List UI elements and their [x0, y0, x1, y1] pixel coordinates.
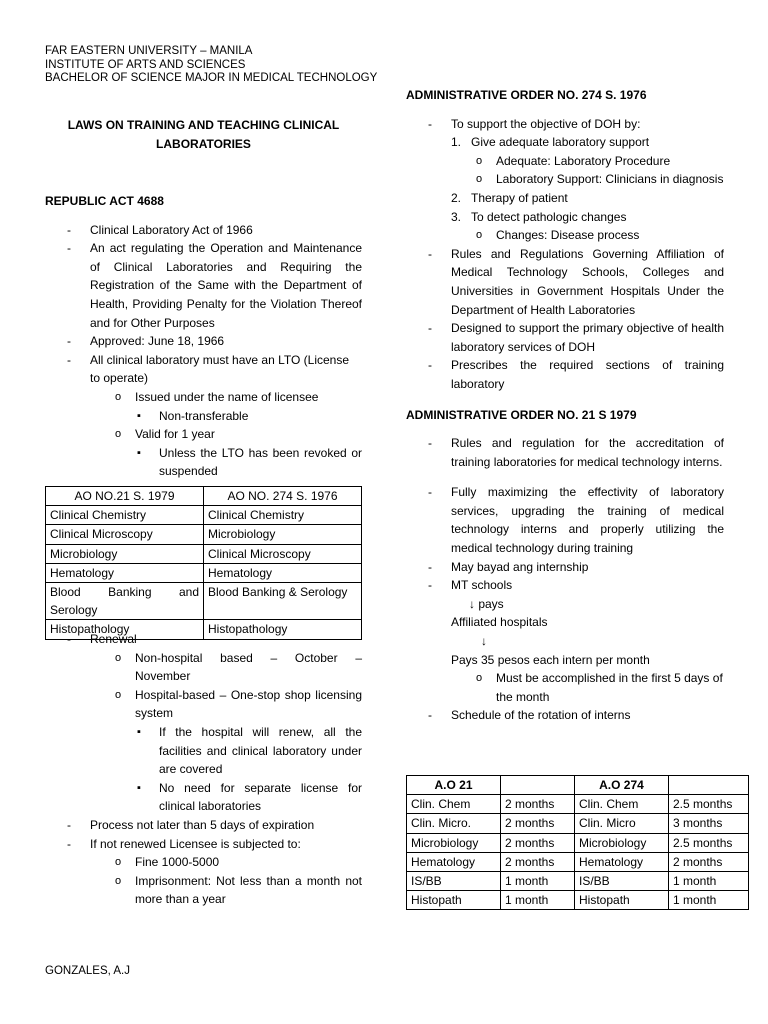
table-cell: Microbiology [575, 833, 669, 852]
table-cell: Histopath [575, 891, 669, 910]
table-header-cell: AO NO.21 S. 1979 [46, 487, 204, 506]
table-cell: Microbiology [407, 833, 501, 852]
table-cell: Histopathology [204, 620, 362, 639]
list-item: ▪ Non-transferable [135, 407, 362, 426]
table-header-row [407, 776, 749, 795]
ao274-list [406, 115, 724, 394]
table-row [46, 506, 362, 525]
table-cell: Hematology [575, 852, 669, 871]
list-item: - Renewal o Non-hospital based – October – November o Hospital-based – One-stop shop licensing system ▪ If the hospital will renew, all the facilities and clinical laboratory under are covered ▪ No need for separate license for clinical laboratories [45, 630, 362, 816]
ao-comparison-table [45, 486, 362, 640]
list-item: - To support the objective of DOH by: 1. Give adequate laboratory support o Adequate: Laboratory Procedure o Laboratory Support: Clinicians in diagnosis 2. Therapy of patient 3. To detect pathologic changes o Changes: Disease process [406, 115, 724, 245]
table-cell: Clinical Chemistry [46, 506, 204, 525]
list-item: 3. To detect pathologic changes o Changes: Disease process [451, 208, 724, 245]
list-item: ▪ If the hospital will renew, all the facilities and clinical laboratory under are covered [135, 723, 362, 779]
table-cell: 1 month [501, 872, 575, 891]
table-cell: 2 months [669, 852, 749, 871]
list-item: - All clinical laboratory must have an LTO (License to operate) o Issued under the name of licensee ▪ Non-transferable o Valid for 1 year ▪ Unless the LTO has been revoked or suspended [45, 351, 362, 481]
list-item: o Issued under the name of licensee ▪ Non-transferable [115, 388, 362, 425]
table-cell: Microbiology [46, 544, 204, 563]
list-item: - Fully maximizing the effectivity of laboratory services, upgrading the training of medical technology interns and properly utilizing the medical technology during training [406, 483, 724, 557]
table-cell: Histopath [407, 891, 501, 910]
table-header-cell: AO NO. 274 S. 1976 [204, 487, 362, 506]
list-item: - Designed to support the primary objective of health laboratory services of DOH [406, 319, 724, 356]
list-item: - If not renewed Licensee is subjected to: o Fine 1000-5000 o Imprisonment: Not less than a month not more than a year [45, 835, 362, 909]
table-row [407, 872, 749, 891]
table-cell: 3 months [669, 814, 749, 833]
table-row [407, 891, 749, 910]
table-cell: 1 month [669, 872, 749, 891]
list-item: ▪ No need for separate license for clinical laboratories [135, 779, 362, 816]
table-cell: IS/BB [575, 872, 669, 891]
table-cell: Hematology [204, 563, 362, 582]
list-item: o Changes: Disease process [476, 226, 724, 245]
table-cell: Hematology [407, 852, 501, 871]
table-header-cell [669, 776, 749, 795]
header-line-program: BACHELOR OF SCIENCE MAJOR IN MEDICAL TECHNOLOGY [45, 72, 378, 84]
table-row [407, 852, 749, 871]
list-item: - Schedule of the rotation of interns [406, 706, 724, 725]
list-item: o Fine 1000-5000 [115, 853, 362, 872]
table-row [46, 544, 362, 563]
list-item: - An act regulating the Operation and Maintenance of Clinical Laboratories and Requiring the Registration of the Same with the Department of Health, Providing Penalty for the Violation Thereof and for Other Purposes [45, 239, 362, 332]
ao274-heading: ADMINISTRATIVE ORDER NO. 274 S. 1976 [406, 88, 647, 102]
list-item: o Laboratory Support: Clinicians in diagnosis [476, 170, 724, 189]
list-item: 2. Therapy of patient [451, 190, 568, 205]
list-item: - Process not later than 5 days of expiration [45, 816, 362, 835]
list-item: o Non-hospital based – October – November [115, 649, 362, 686]
table-cell: 2 months [501, 833, 575, 852]
renewal-section [45, 630, 362, 909]
table-cell: Clin. Chem [575, 795, 669, 814]
rotation-table [406, 775, 749, 910]
table-row [407, 795, 749, 814]
pays-arrow: ↓ pays [469, 596, 504, 611]
table-cell: 2.5 months [669, 833, 749, 852]
right-column [406, 86, 724, 725]
table-cell: 2 months [501, 852, 575, 871]
affiliated-hospitals: Affiliated hospitals [451, 615, 548, 630]
list-item: 1. Give adequate laboratory support o Adequate: Laboratory Procedure o Laboratory Support: Clinicians in diagnosis [451, 133, 724, 189]
table-cell: Blood Banking and Serology [46, 583, 204, 620]
table-header-cell [501, 776, 575, 795]
list-item: - Prescribes the required sections of training laboratory [406, 356, 724, 393]
table-cell: Clinical Microscopy [46, 525, 204, 544]
left-column [45, 116, 362, 481]
header-line-university: FAR EASTERN UNIVERSITY – MANILA [45, 45, 253, 57]
list-item: o Adequate: Laboratory Procedure [476, 152, 724, 171]
list-item: - Rules and regulation for the accreditation of training laboratories for medical technology interns. [406, 434, 724, 471]
table-header-row [46, 487, 362, 506]
table-row [46, 563, 362, 582]
list-item: - Clinical Laboratory Act of 1966 [45, 221, 362, 240]
table-cell: Hematology [46, 563, 204, 582]
table-header-cell: A.O 21 [407, 776, 501, 795]
table-cell: 1 month [501, 891, 575, 910]
table-cell: Microbiology [204, 525, 362, 544]
page-title: LAWS ON TRAINING AND TEACHING CLINICAL LABORATORIES [67, 118, 340, 151]
table-row [407, 833, 749, 852]
ao21-heading: ADMINISTRATIVE ORDER NO. 21 S 1979 [406, 407, 637, 422]
down-arrow-icon: ↓ [481, 634, 487, 649]
table-row [46, 525, 362, 544]
table-row [46, 583, 362, 620]
list-item: - MT schools ↓ pays Affiliated hospitals ↓ Pays 35 pesos each intern per month o Must be accomplished in the first 5 days of the month [406, 576, 724, 706]
ra-heading: REPUBLIC ACT 4688 [45, 194, 164, 208]
header-line-institute: INSTITUTE OF ARTS AND SCIENCES [45, 58, 246, 71]
list-item: o Must be accomplished in the first 5 days of the month [476, 669, 724, 706]
ra-list [45, 221, 362, 481]
table-cell: Clin. Micro [575, 814, 669, 833]
table-row [407, 814, 749, 833]
table-cell: Clin. Micro. [407, 814, 501, 833]
table-cell: Blood Banking & Serology [204, 583, 362, 620]
table-cell: IS/BB [407, 872, 501, 891]
list-item: ▪ Unless the LTO has been revoked or suspended [135, 444, 362, 481]
list-item: o Valid for 1 year ▪ Unless the LTO has been revoked or suspended [115, 425, 362, 481]
list-item: - Approved: June 18, 1966 [45, 332, 362, 351]
table-header-cell: A.O 274 [575, 776, 669, 795]
list-item: - May bayad ang internship [406, 558, 724, 577]
table-cell: 2.5 months [669, 795, 749, 814]
list-item: o Imprisonment: Not less than a month not more than a year [115, 872, 362, 909]
table-cell: 2 months [501, 795, 575, 814]
list-item: o Hospital-based – One-stop shop licensing system ▪ If the hospital will renew, all the facilities and clinical laboratory under are covered ▪ No need for separate license for clinical laboratories [115, 686, 362, 816]
pays-35: Pays 35 pesos each intern per month [451, 652, 650, 667]
list-item: - Rules and Regulations Governing Affiliation of Medical Technology Schools, Colleges and Universities in Government Hospitals Under the Department of Health Laboratories [406, 245, 724, 319]
document-header [45, 45, 377, 86]
table-cell: Clinical Microscopy [204, 544, 362, 563]
footer-author: GONZALES, A.J [45, 965, 130, 977]
table-cell: Clinical Chemistry [204, 506, 362, 525]
table-cell: Histopathology [46, 620, 204, 639]
table-cell: 1 month [669, 891, 749, 910]
table-cell: Clin. Chem [407, 795, 501, 814]
table-cell: 2 months [501, 814, 575, 833]
ao21-list [406, 434, 724, 725]
